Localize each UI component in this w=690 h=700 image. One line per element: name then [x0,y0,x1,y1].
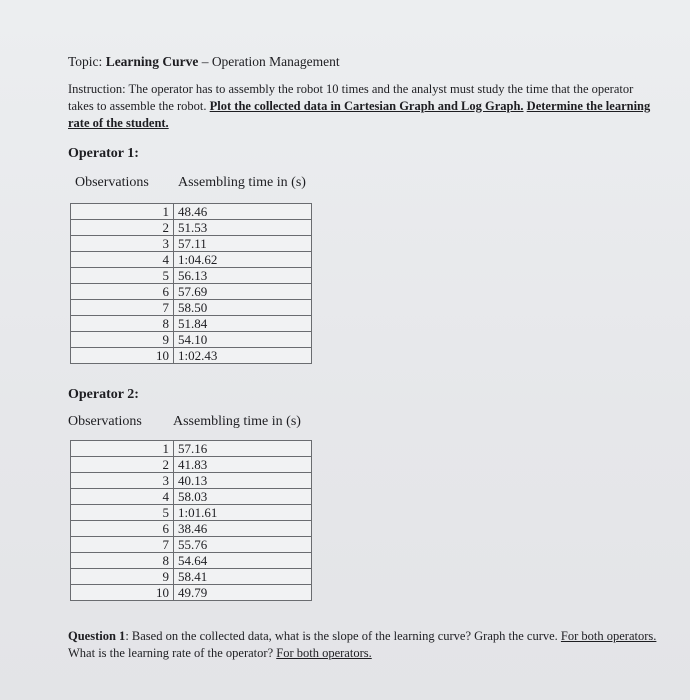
operator2-row [71,441,312,457]
operator1-assembling-time: 58.50 [174,300,312,316]
operator2-assembling-time: 55.76 [174,537,312,553]
operator1-col-observations: Observations [75,175,149,190]
operator1-observation-number: 10 [71,348,174,364]
operator2-row [71,473,312,489]
operator2-observation-number: 8 [71,553,174,569]
operator1-table [70,203,312,364]
operator1-observation-number: 4 [71,252,174,268]
operator2-row [71,537,312,553]
operator2-assembling-time: 41.83 [174,457,312,473]
topic-label: Topic: [68,54,103,69]
operator2-row [71,457,312,473]
question-part1: : Based on the collected data, what is the slope of the learning curve? Graph the curve. [125,629,561,643]
operator1-row [71,252,312,268]
operator2-assembling-time: 58.41 [174,569,312,585]
operator2-assembling-time: 40.13 [174,473,312,489]
question-underlined-1: For both operators. [560,629,657,643]
operator1-assembling-time: 57.69 [174,284,312,300]
operator2-observation-number: 10 [71,585,174,601]
operator2-observation-number: 5 [71,505,174,521]
operator2-observation-number: 2 [71,457,174,473]
operator2-row [71,569,312,585]
operator1-row [71,332,312,348]
operator2-col-observations: Observations [68,414,142,429]
operator1-row [71,300,312,316]
operator2-assembling-time: 1:01.61 [174,505,312,521]
question-underlined-2: For both operators. [276,646,372,660]
operator1-observation-number: 6 [71,284,174,300]
operator1-row [71,348,312,364]
topic-rest: – Operation Management [201,54,340,69]
operator1-heading: Operator 1: [68,146,139,161]
operator2-heading: Operator 2: [68,387,139,402]
instruction-text: Instruction: The operator has to assembly the robot 10 times and the analyst must study the time that the operator takes to assemble the robot. [68,82,634,113]
operator2-row [71,505,312,521]
operator2-assembling-time: 58.03 [174,489,312,505]
operator2-assembling-time: 54.64 [174,553,312,569]
operator1-row [71,268,312,284]
operator2-observation-number: 3 [71,473,174,489]
operator2-observation-number: 9 [71,569,174,585]
operator1-assembling-time: 54.10 [174,332,312,348]
operator1-row [71,316,312,332]
operator2-observation-number: 7 [71,537,174,553]
operator2-observation-number: 4 [71,489,174,505]
operator2-row [71,585,312,601]
operator1-observation-number: 3 [71,236,174,252]
question-part2: What is the learning rate of the operator? [68,646,277,660]
operator1-assembling-time: 48.46 [174,204,312,220]
operator1-row [71,220,312,236]
operator2-observation-number: 1 [71,441,174,457]
instruction-underlined-1: Plot the collected data in Cartesian Graph and Log Graph. [209,99,524,113]
operator2-row [71,553,312,569]
question-paragraph [68,628,658,662]
operator1-assembling-time: 57.11 [174,236,312,252]
operator1-assembling-time: 1:02.43 [174,348,312,364]
operator1-assembling-time: 51.84 [174,316,312,332]
operator1-assembling-time: 1:04.62 [174,252,312,268]
operator1-row [71,204,312,220]
operator1-observation-number: 1 [71,204,174,220]
operator2-assembling-time: 49.79 [174,585,312,601]
topic-bold: Learning Curve [105,54,199,69]
operator2-observation-number: 6 [71,521,174,537]
operator1-observation-number: 7 [71,300,174,316]
operator2-col-time: Assembling time in (s) [173,414,301,429]
operator1-row [71,236,312,252]
question-label: Question 1 [68,629,126,643]
operator1-observation-number: 5 [71,268,174,284]
operator2-row [71,489,312,505]
operator1-observation-number: 8 [71,316,174,332]
operator1-observation-number: 2 [71,220,174,236]
operator1-row [71,284,312,300]
operator1-assembling-time: 56.13 [174,268,312,284]
operator2-row [71,521,312,537]
instruction-paragraph [68,81,658,132]
operator1-observation-number: 9 [71,332,174,348]
topic-line [68,54,340,70]
operator1-col-time: Assembling time in (s) [178,175,306,190]
instruction-underlined-2: Determine the learning rate of the student. [68,99,651,130]
operator2-assembling-time: 38.46 [174,521,312,537]
operator2-table [70,440,312,601]
operator2-assembling-time: 57.16 [174,441,312,457]
operator1-assembling-time: 51.53 [174,220,312,236]
